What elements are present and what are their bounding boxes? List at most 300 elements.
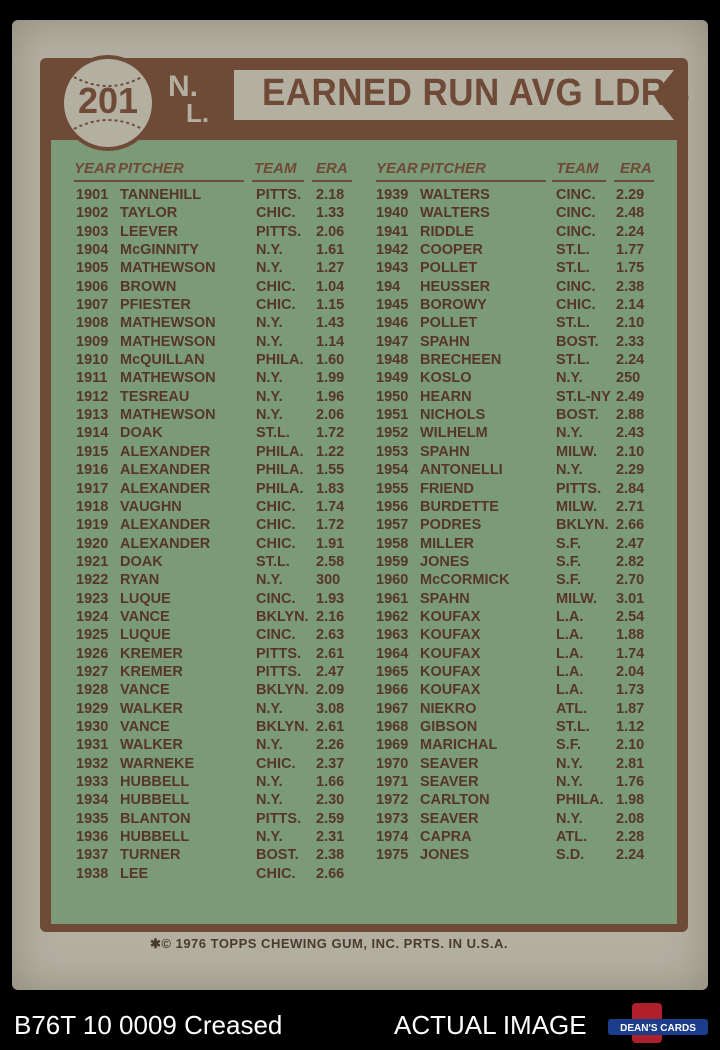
era-leader-row: [76, 791, 366, 809]
row-team: BKLYN.: [256, 608, 309, 625]
era-leader-row: [376, 351, 672, 369]
row-team: N.Y.: [256, 260, 283, 277]
row-era: 1.77: [616, 242, 645, 259]
row-team: N.Y.: [256, 333, 283, 350]
row-team: PITTS.: [256, 645, 302, 662]
row-pitcher: ALEXANDER: [120, 480, 211, 497]
row-team: N.Y.: [256, 829, 283, 846]
era-leader-row: [376, 406, 672, 424]
row-era: 1.12: [616, 718, 645, 735]
row-era: 1.61: [316, 242, 345, 259]
row-era: 1.27: [316, 260, 345, 277]
row-pitcher: DOAK: [120, 425, 163, 442]
row-pitcher: KOSLO: [420, 370, 472, 387]
row-pitcher: ALEXANDER: [120, 517, 211, 534]
row-year: 1972: [376, 792, 409, 809]
era-leader-row: [376, 461, 672, 479]
row-year: 1929: [76, 700, 109, 717]
row-era: 2.70: [616, 572, 645, 589]
row-team: CHIC.: [256, 865, 296, 882]
era-leader-row: [376, 663, 672, 681]
row-year: 1919: [76, 517, 109, 534]
row-pitcher: KOUFAX: [420, 663, 481, 680]
row-year: 1921: [76, 553, 109, 570]
row-team: CHIC.: [256, 205, 296, 222]
row-era: 2.61: [316, 645, 345, 662]
row-year: 1902: [76, 205, 109, 222]
row-year: 1914: [76, 425, 109, 442]
row-year: 1974: [376, 829, 409, 846]
row-year: 1901: [76, 187, 109, 203]
era-leader-row: [76, 498, 366, 516]
row-team: PITTS.: [256, 223, 302, 240]
card-title: EARNED RUN AVG LDRS: [262, 72, 691, 114]
row-year: 1965: [376, 663, 409, 680]
row-era: 1.43: [316, 315, 345, 332]
row-team: PITTS.: [556, 480, 602, 497]
row-pitcher: ALEXANDER: [120, 462, 211, 479]
row-pitcher: WALKER: [120, 700, 183, 717]
row-era: 1.15: [316, 297, 345, 314]
row-year: 1945: [376, 297, 409, 314]
row-pitcher: WALTERS: [420, 205, 490, 222]
era-leader-row: [376, 388, 672, 406]
row-era: 2.38: [316, 847, 345, 864]
row-pitcher: TAYLOR: [120, 205, 178, 222]
row-team: L.A.: [556, 627, 584, 644]
row-era: 2.48: [616, 205, 645, 222]
row-pitcher: SEAVER: [420, 755, 479, 772]
logo-text: DEAN'S CARDS: [620, 1023, 696, 1034]
row-team: CHIC.: [556, 297, 596, 314]
row-team: S.D.: [556, 847, 585, 864]
row-year: 1922: [76, 572, 109, 589]
row-team: ST.L.: [556, 352, 590, 369]
row-pitcher: McGINNITY: [120, 242, 199, 259]
row-era: 1.76: [616, 774, 645, 790]
row-year: 1960: [376, 572, 409, 589]
row-pitcher: MATHEWSON: [120, 333, 216, 350]
row-pitcher: BRECHEEN: [420, 352, 502, 369]
era-leader-row: [76, 828, 366, 846]
row-team: PITTS.: [256, 810, 302, 827]
era-leader-row: [376, 296, 672, 314]
row-year: 1949: [376, 370, 409, 387]
header-era-left: ERA: [316, 160, 348, 177]
row-year: 1953: [376, 443, 409, 460]
row-pitcher: ANTONELLI: [420, 462, 503, 479]
era-leader-row: [376, 259, 672, 277]
row-year: 1936: [76, 829, 109, 846]
row-pitcher: KOUFAX: [420, 608, 481, 625]
era-leader-row: [76, 571, 366, 589]
row-era: 1.73: [616, 682, 645, 699]
row-pitcher: MARICHAL: [420, 737, 498, 754]
row-pitcher: McQUILLAN: [120, 352, 205, 369]
row-year: 1954: [376, 462, 409, 479]
era-leader-row: [376, 553, 672, 571]
row-era: 2.08: [616, 810, 645, 827]
row-team: PHILA.: [256, 462, 304, 479]
row-team: N.Y.: [556, 810, 583, 827]
row-era: 250: [616, 370, 641, 387]
row-pitcher: DOAK: [120, 553, 163, 570]
row-era: 1.83: [316, 480, 345, 497]
row-pitcher: LUQUE: [120, 590, 171, 607]
row-pitcher: SPAHN: [420, 333, 470, 350]
row-year: 1961: [376, 590, 409, 607]
row-team: BOST.: [556, 407, 599, 424]
row-era: 1.93: [316, 590, 345, 607]
row-era: 2.24: [616, 352, 645, 369]
row-year: 1927: [76, 663, 109, 680]
row-year: 1943: [376, 260, 409, 277]
row-pitcher: HUBBELL: [120, 829, 190, 846]
row-team: PITTS.: [256, 187, 302, 203]
row-pitcher: WALKER: [120, 737, 183, 754]
header-pitcher-left: PITCHER: [118, 160, 184, 177]
row-pitcher: SEAVER: [420, 774, 479, 790]
row-era: 2.47: [616, 535, 645, 552]
row-team: N.Y.: [256, 737, 283, 754]
row-team: CINC.: [556, 205, 596, 222]
row-pitcher: TESREAU: [120, 388, 190, 405]
underline-era-left: [312, 180, 352, 182]
row-year: 1950: [376, 388, 409, 405]
row-pitcher: JONES: [420, 553, 470, 570]
row-year: 1940: [376, 205, 409, 222]
era-leader-row: [76, 810, 366, 828]
row-pitcher: VANCE: [120, 682, 170, 699]
row-team: CINC.: [556, 223, 596, 240]
row-team: S.F.: [556, 572, 581, 589]
row-era: 1.99: [316, 370, 345, 387]
row-era: 1.74: [316, 498, 345, 515]
row-team: L.A.: [556, 645, 584, 662]
row-pitcher: KREMER: [120, 663, 183, 680]
row-era: 1.22: [316, 443, 345, 460]
row-era: 1.74: [616, 645, 645, 662]
row-team: ATL.: [556, 829, 588, 846]
row-team: N.Y.: [256, 700, 283, 717]
era-leader-row: [76, 516, 366, 534]
row-pitcher: KOUFAX: [420, 682, 481, 699]
row-pitcher: ALEXANDER: [120, 535, 211, 552]
row-year: 1951: [376, 407, 409, 424]
row-team: BKLYN.: [256, 718, 309, 735]
row-team: S.F.: [556, 535, 581, 552]
row-team: CHIC.: [256, 297, 296, 314]
row-team: CHIC.: [256, 535, 296, 552]
row-era: 2.58: [316, 553, 345, 570]
row-pitcher: VANCE: [120, 718, 170, 735]
row-team: BKLYN.: [556, 517, 609, 534]
row-team: L.A.: [556, 682, 584, 699]
era-leader-row: [76, 259, 366, 277]
row-year: 1934: [76, 792, 109, 809]
row-era: 1.55: [316, 462, 345, 479]
era-leader-row: [76, 333, 366, 351]
row-era: 1.87: [616, 700, 645, 717]
row-pitcher: COOPER: [420, 242, 483, 259]
row-era: 1.88: [616, 627, 645, 644]
era-leader-row: [376, 223, 672, 241]
row-team: N.Y.: [256, 407, 283, 424]
row-team: CHIC.: [256, 755, 296, 772]
row-pitcher: MATHEWSON: [120, 407, 216, 424]
row-pitcher: FRIEND: [420, 480, 474, 497]
row-year: 1926: [76, 645, 109, 662]
row-era: 2.63: [316, 627, 345, 644]
row-year: 1959: [376, 553, 409, 570]
row-team: CINC.: [556, 278, 596, 295]
row-team: ST.L.: [256, 553, 290, 570]
era-leader-row: [76, 865, 366, 883]
league-letter-l: L.: [186, 98, 210, 126]
era-leader-row: [76, 626, 366, 644]
header-year-left: YEAR: [74, 160, 116, 177]
era-leader-row: [376, 791, 672, 809]
era-leader-row: [76, 241, 366, 259]
row-team: CHIC.: [256, 278, 296, 295]
underline-pitcher-left: [74, 180, 244, 182]
row-team: N.Y.: [556, 462, 583, 479]
row-year: 1957: [376, 517, 409, 534]
era-leader-row: [376, 645, 672, 663]
era-leader-row: [76, 846, 366, 864]
row-pitcher: KOUFAX: [420, 627, 481, 644]
row-team: N.Y.: [256, 774, 283, 790]
row-pitcher: NIEKRO: [420, 700, 477, 717]
row-team: N.Y.: [256, 315, 283, 332]
row-year: 1938: [76, 865, 109, 882]
row-pitcher: HEUSSER: [420, 278, 491, 295]
era-leader-row: [376, 278, 672, 296]
row-team: N.Y.: [256, 792, 283, 809]
row-era: 2.88: [616, 407, 645, 424]
row-era: 2.29: [616, 462, 645, 479]
row-year: 1908: [76, 315, 109, 332]
era-leader-row: [376, 810, 672, 828]
era-leader-row: [76, 773, 366, 791]
row-era: 2.61: [316, 718, 345, 735]
row-era: 2.49: [616, 388, 645, 405]
row-pitcher: VANCE: [120, 608, 170, 625]
card-number: 201: [77, 80, 139, 121]
row-year: 1963: [376, 627, 409, 644]
row-pitcher: WILHELM: [420, 425, 488, 442]
row-era: 2.30: [316, 792, 345, 809]
era-leader-row: [376, 718, 672, 736]
underline-pitcher-right: [376, 180, 546, 182]
era-leader-row: [76, 681, 366, 699]
row-era: 2.24: [616, 223, 645, 240]
row-team: N.Y.: [556, 370, 583, 387]
row-pitcher: SPAHN: [420, 590, 470, 607]
row-year: 1915: [76, 443, 109, 460]
era-leader-row: [376, 846, 672, 864]
row-year: 1905: [76, 260, 109, 277]
row-year: 1970: [376, 755, 409, 772]
row-team: N.Y.: [256, 572, 283, 589]
row-team: PHILA.: [256, 480, 304, 497]
row-pitcher: MATHEWSON: [120, 315, 216, 332]
era-leader-row: [76, 388, 366, 406]
era-leader-row: [376, 626, 672, 644]
row-pitcher: VAUGHN: [120, 498, 182, 515]
row-year: 1910: [76, 352, 109, 369]
row-year: 1935: [76, 810, 109, 827]
row-year: 1966: [376, 682, 409, 699]
era-leader-row: [376, 736, 672, 754]
row-era: 2.29: [616, 187, 645, 203]
era-leader-row: [76, 369, 366, 387]
era-leader-row: [76, 700, 366, 718]
row-era: 1.98: [616, 792, 645, 809]
row-team: ST.L.: [556, 260, 590, 277]
era-leader-row: [76, 663, 366, 681]
row-team: ATL.: [556, 700, 588, 717]
row-era: 2.04: [616, 663, 645, 680]
row-year: 1917: [76, 480, 109, 497]
row-year: 1958: [376, 535, 409, 552]
row-year: 1964: [376, 645, 409, 662]
era-leader-row: [376, 828, 672, 846]
row-team: MILW.: [556, 498, 598, 515]
row-year: 1924: [76, 608, 109, 625]
row-era: 1.60: [316, 352, 345, 369]
row-year: 1931: [76, 737, 109, 754]
row-era: 2.82: [616, 553, 645, 570]
header-era-right: ERA: [620, 160, 652, 177]
row-pitcher: GIBSON: [420, 718, 478, 735]
underline-team-left: [252, 180, 304, 182]
row-era: 2.18: [316, 187, 345, 203]
row-team: MILW.: [556, 590, 598, 607]
row-year: 1942: [376, 242, 409, 259]
era-leader-row: [376, 773, 672, 791]
era-leader-row: [76, 736, 366, 754]
row-year: 1968: [376, 718, 409, 735]
row-pitcher: HEARN: [420, 388, 472, 405]
header-team-left: TEAM: [254, 160, 297, 177]
row-era: 2.10: [616, 443, 645, 460]
row-era: 2.33: [616, 333, 645, 350]
row-year: 1933: [76, 774, 109, 790]
row-pitcher: JONES: [420, 847, 470, 864]
era-leader-row: [76, 278, 366, 296]
row-pitcher: CAPRA: [420, 829, 472, 846]
era-leader-row: [376, 204, 672, 222]
row-year: 1916: [76, 462, 109, 479]
row-year: 1971: [376, 774, 409, 790]
row-pitcher: HUBBELL: [120, 792, 190, 809]
row-year: 1937: [76, 847, 109, 864]
era-leader-row: [376, 424, 672, 442]
era-leader-row: [76, 590, 366, 608]
row-era: 2.14: [616, 297, 645, 314]
row-team: CINC.: [256, 627, 296, 644]
row-era: 2.43: [616, 425, 645, 442]
era-leader-row: [76, 424, 366, 442]
row-year: 1928: [76, 682, 109, 699]
row-pitcher: KREMER: [120, 645, 183, 662]
row-team: BOST.: [256, 847, 299, 864]
era-leader-row: [376, 590, 672, 608]
row-year: 1947: [376, 333, 409, 350]
row-team: L.A.: [556, 663, 584, 680]
row-year: 1939: [376, 187, 409, 203]
row-pitcher: TANNEHILL: [120, 187, 202, 203]
row-year: 1912: [76, 388, 109, 405]
row-year: 1904: [76, 242, 109, 259]
row-pitcher: KOUFAX: [420, 645, 481, 662]
row-era: 2.24: [616, 847, 645, 864]
row-year: 194: [376, 278, 401, 295]
row-team: PHILA.: [556, 792, 604, 809]
row-era: 2.26: [316, 737, 345, 754]
era-leader-row: [76, 314, 366, 332]
row-year: 1920: [76, 535, 109, 552]
row-pitcher: BROWN: [120, 278, 177, 295]
row-pitcher: LEEVER: [120, 223, 179, 240]
row-era: 2.28: [616, 829, 645, 846]
row-pitcher: RIDDLE: [420, 223, 474, 240]
row-team: ST.L.: [556, 242, 590, 259]
row-era: 2.37: [316, 755, 345, 772]
row-era: 2.81: [616, 755, 645, 772]
row-year: 1925: [76, 627, 109, 644]
row-pitcher: HUBBELL: [120, 774, 190, 790]
era-leader-row: [76, 186, 366, 204]
row-era: 1.66: [316, 774, 345, 790]
row-era: 2.66: [616, 517, 645, 534]
row-team: PITTS.: [256, 663, 302, 680]
row-pitcher: WALTERS: [420, 187, 490, 203]
row-year: 1906: [76, 278, 109, 295]
era-leader-row: [76, 204, 366, 222]
era-leader-row: [376, 700, 672, 718]
row-team: S.F.: [556, 737, 581, 754]
row-team: BOST.: [556, 333, 599, 350]
era-leaders-list-left: [76, 186, 366, 883]
row-year: 1923: [76, 590, 109, 607]
row-era: 2.84: [616, 480, 645, 497]
row-pitcher: LUQUE: [120, 627, 171, 644]
row-era: 2.09: [316, 682, 345, 699]
row-era: 3.08: [316, 700, 345, 717]
row-pitcher: CARLTON: [420, 792, 490, 809]
league-badge: [160, 64, 220, 126]
row-era: 2.38: [616, 278, 645, 295]
era-leader-row: [376, 369, 672, 387]
row-era: 1.33: [316, 205, 345, 222]
row-year: 1955: [376, 480, 409, 497]
era-leader-row: [76, 443, 366, 461]
era-leader-row: [376, 314, 672, 332]
era-leader-row: [376, 498, 672, 516]
era-leader-row: [376, 535, 672, 553]
era-leader-row: [376, 608, 672, 626]
league-letter-n: N.: [168, 70, 198, 103]
row-team: N.Y.: [256, 370, 283, 387]
underline-era-right: [614, 180, 654, 182]
row-team: N.Y.: [556, 755, 583, 772]
row-team: MILW.: [556, 443, 598, 460]
row-pitcher: TURNER: [120, 847, 181, 864]
row-era: 2.10: [616, 315, 645, 332]
row-year: 1913: [76, 407, 109, 424]
